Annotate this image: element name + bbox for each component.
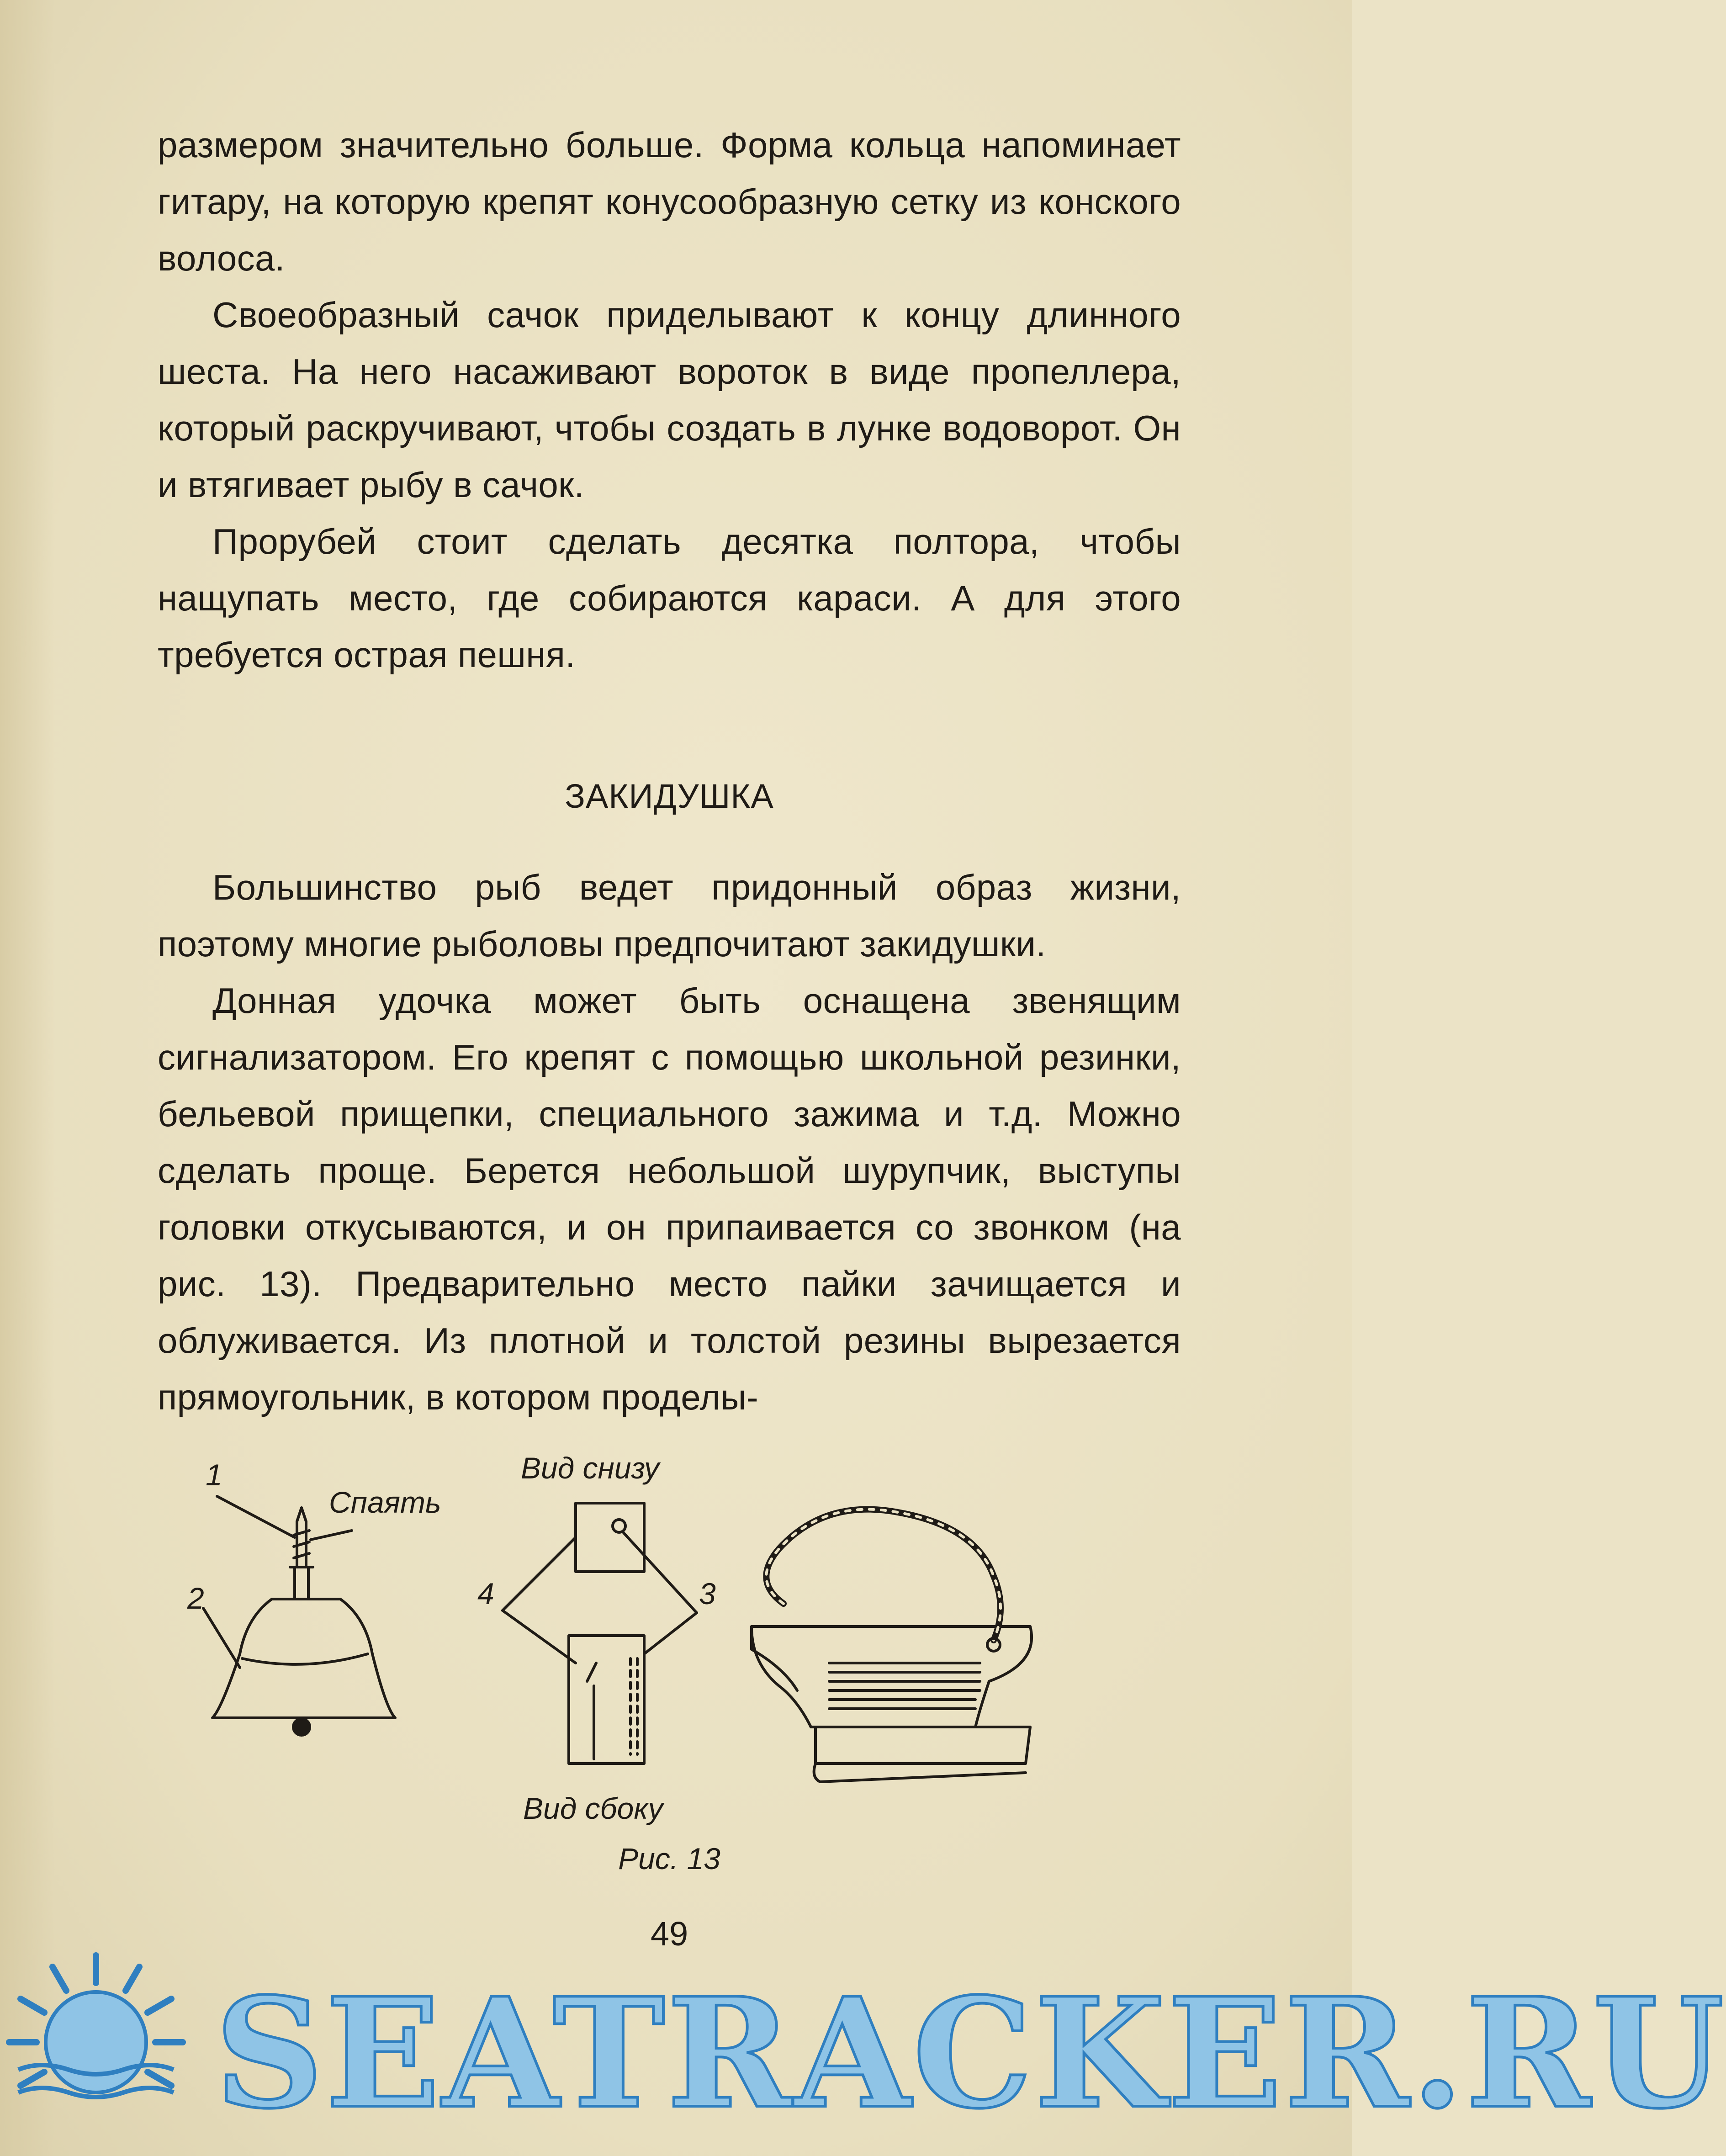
book-spine-shadow: [0, 0, 55, 2156]
bell-drawing: [203, 1496, 395, 1735]
figure-label-1: 1: [206, 1458, 222, 1492]
paragraph-1: размером значительно больше. Форма кольца напоминает гитару, на которую крепят конусообразную сетку из конского волоса.: [158, 125, 1181, 278]
text-block-top: [158, 117, 1181, 683]
figure-label-bottom-view: Вид снизу: [521, 1451, 660, 1485]
paragraph-3: Прорубей стоит сделать десятка полтора, чтобы нащупать место, где собираются караси. А для этого требуется острая пешня.: [158, 521, 1181, 675]
figure-label-3: 3: [699, 1577, 716, 1610]
figure-label-2: 2: [187, 1581, 204, 1615]
section-heading: ЗАКИДУШКА: [565, 777, 774, 815]
paragraph-4: Большинство рыб ведет придонный образ жизни, поэтому многие рыболовы предпочитают закидушки.: [158, 867, 1181, 964]
figure-label-4: 4: [477, 1577, 494, 1610]
figure-label-solder: Спаять: [329, 1485, 441, 1519]
text-block-bottom: [158, 859, 1181, 1425]
figure-caption: Рис. 13: [618, 1842, 720, 1875]
reel-drawing: [752, 1510, 1032, 1782]
page-number: 49: [650, 1915, 688, 1953]
watermark-text: SEATRACKER.RU: [215, 1965, 1726, 2142]
figure-drawing: [158, 1453, 1199, 1901]
clip-views-drawing: [503, 1503, 697, 1764]
paragraph-2: Своеобразный сачок приделывают к концу длинного шеста. На него насаживают вороток в виде пропеллера, который раскручивают, чтобы создать в лунке водоворот. Он и втягивает рыбу в сачок.: [158, 295, 1181, 505]
figure-label-side-view: Вид сбоку: [523, 1791, 663, 1825]
figure-13: [158, 1453, 1199, 1901]
paragraph-5: Донная удочка может быть оснащена звенящим сигнализатором. Его крепят с помощью школьной резинки, бельевой прищепки, специального зажима и т.д. Можно сделать проще. Берется небольшой шурупчик, выступы головки откусываются, и он припаивается со звонком (на рис. 13). Предварительно место пайки зачищается и облуживается. Из плотной и толстой резины вырезается прямоугольник, в котором проделы-: [158, 980, 1181, 1417]
